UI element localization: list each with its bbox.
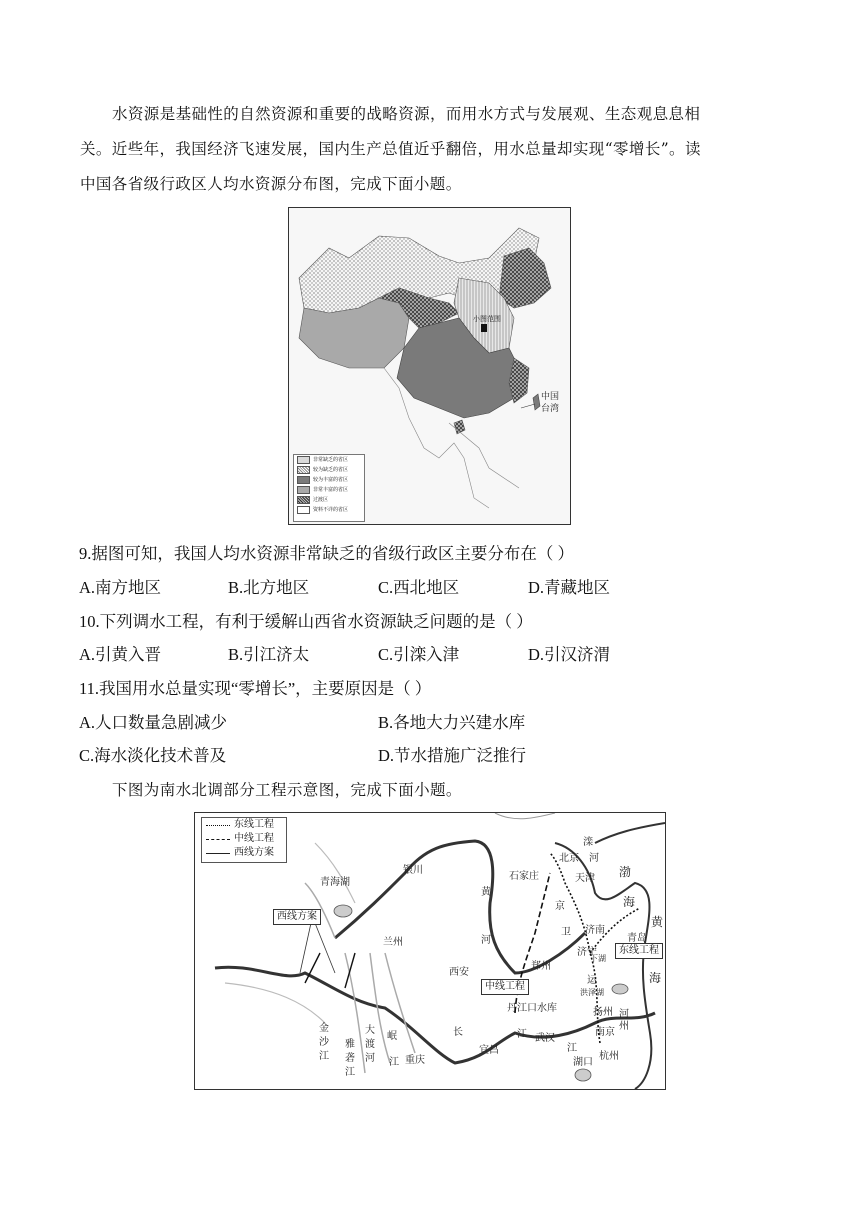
label-yalong-2: 砻	[345, 1053, 355, 1064]
label-hukou: 湖口	[573, 1057, 593, 1068]
label-dadu-3: 河	[365, 1053, 375, 1064]
label-jiang: 江	[517, 1029, 527, 1040]
label-yalong-1: 雅	[345, 1039, 355, 1050]
label-qingdao: 青岛	[627, 933, 647, 944]
water-diversion-map	[194, 812, 666, 1090]
question-11-stem: 11.我国用水总量实现“零增长”，主要原因是（ ）	[79, 679, 432, 698]
intro2-paragraph: 下图为南水北调部分工程示意图，完成下面小题。	[112, 781, 462, 799]
taiwan-label-2: 台湾	[541, 404, 560, 414]
legend-west: 西线方案	[202, 846, 286, 860]
water-resource-map	[288, 207, 571, 525]
q9-option-c[interactable]: C.西北地区	[378, 578, 460, 597]
label-huang: 黄	[481, 887, 491, 898]
label-hai2: 海	[649, 971, 662, 985]
legend-east: 东线工程	[202, 818, 286, 832]
q10-option-b[interactable]: B.引江济太	[228, 645, 310, 664]
legend-item: 较为缺乏的省区	[294, 465, 364, 475]
q11-option-a[interactable]: A.人口数量急剧减少	[79, 713, 228, 732]
label-qinghai-lake: 青海湖	[320, 877, 350, 888]
label-huang-sea: 黄	[651, 915, 664, 929]
label-yun: 运	[587, 975, 597, 986]
label-jiang2: 江	[567, 1043, 577, 1054]
label-jinan: 济南	[585, 925, 605, 936]
label-he: 河	[481, 935, 491, 946]
question-10-stem: 10.下列调水工程，有利于缓解山西省水资源缺乏问题的是（ ）	[79, 612, 533, 631]
label-chongqing: 重庆	[405, 1055, 425, 1066]
west-route-box: 西线方案	[273, 909, 321, 925]
label-jining: 济宁	[577, 947, 597, 958]
label-bo: 渤	[619, 865, 632, 879]
q11-option-c[interactable]: C.海水淡化技术普及	[79, 746, 227, 765]
legend-item: 较为丰富的省区	[294, 475, 364, 485]
q10-option-c[interactable]: C.引滦入津	[378, 645, 460, 664]
legend-item: 非常丰富的省区	[294, 485, 364, 495]
label-shijiazhuang: 石家庄	[509, 871, 539, 882]
label-hai: 海	[623, 895, 636, 909]
label-yinchuan: 银川	[403, 865, 423, 876]
intro-line-3: 中国各省级行政区人均水资源分布图，完成下面小题。	[80, 175, 462, 193]
q11-option-b[interactable]: B.各地大力兴建水库	[378, 713, 526, 732]
label-he2: 河	[589, 853, 599, 864]
q9-option-a[interactable]: A.南方地区	[79, 578, 162, 597]
small-box-label: 小图范围	[473, 315, 501, 323]
q9-option-b[interactable]: B.北方地区	[228, 578, 310, 597]
middle-route-box: 中线工程	[481, 979, 529, 995]
intro-paragraph	[80, 97, 780, 202]
legend-middle: 中线工程	[202, 832, 286, 846]
label-chang: 长	[453, 1027, 463, 1038]
intro-line-2: 关。近些年，我国经济飞速发展，国内生产总值近乎翻倍，用水总量却实现“零增长”。读	[80, 140, 701, 158]
small-region-marker	[481, 324, 487, 332]
label-hangzhou: 杭州	[599, 1051, 619, 1062]
label-zhengzhou: 郑州	[531, 961, 551, 972]
legend-item: 资料不详的省区	[294, 505, 364, 515]
label-lanzhou: 兰州	[383, 937, 403, 948]
label-yichang: 宜昌	[479, 1045, 499, 1056]
label-jinsha-3: 江	[319, 1051, 329, 1062]
label-luan: 滦	[583, 837, 593, 848]
label-jinsha-1: 金	[319, 1023, 329, 1034]
label-wei: 卫	[561, 927, 571, 938]
label-dadu-2: 渡	[365, 1039, 375, 1050]
q10-option-d[interactable]: D.引汉济渭	[528, 645, 611, 664]
legend-item: 非常缺乏的省区	[294, 455, 364, 465]
label-beijing: 北京	[559, 853, 579, 864]
legend-item: 过渡区	[294, 495, 364, 505]
map2-legend	[201, 817, 287, 863]
q11-option-d[interactable]: D.节水措施广泛推行	[378, 746, 527, 765]
label-he3: 河	[619, 1009, 629, 1020]
map1-legend	[293, 454, 365, 522]
question-9-stem: 9.据图可知，我国人均水资源非常缺乏的省级行政区主要分布在（ ）	[79, 544, 574, 563]
label-jing: 京	[555, 901, 565, 912]
q10-option-a[interactable]: A.引黄入晋	[79, 645, 162, 664]
label-min: 岷	[387, 1031, 397, 1042]
label-tianjin: 天津	[575, 873, 595, 884]
label-yalong-3: 江	[345, 1067, 355, 1078]
label-danjiangkou: 丹江口水库	[507, 1003, 557, 1014]
label-jiang3: 江	[389, 1057, 399, 1068]
label-dadu-1: 大	[365, 1025, 375, 1036]
label-xiashanhu: 下湖	[590, 954, 606, 963]
label-xian: 西安	[449, 967, 469, 978]
label-wuhan: 武汉	[535, 1033, 555, 1044]
label-jinsha-2: 沙	[319, 1037, 329, 1048]
label-hongzehu: 洪泽湖	[580, 988, 604, 997]
taiwan-label-1: 中国	[541, 392, 560, 402]
q9-option-d[interactable]: D.青藏地区	[528, 578, 611, 597]
label-yangzhou: 扬州	[593, 1007, 613, 1018]
intro-line-1: 水资源是基础性的自然资源和重要的战略资源，而用水方式与发展观、生态观息息相	[112, 105, 701, 123]
label-zhou: 州	[619, 1021, 629, 1032]
east-route-box: 东线工程	[615, 943, 663, 959]
label-nanjing: 南京	[595, 1027, 615, 1038]
